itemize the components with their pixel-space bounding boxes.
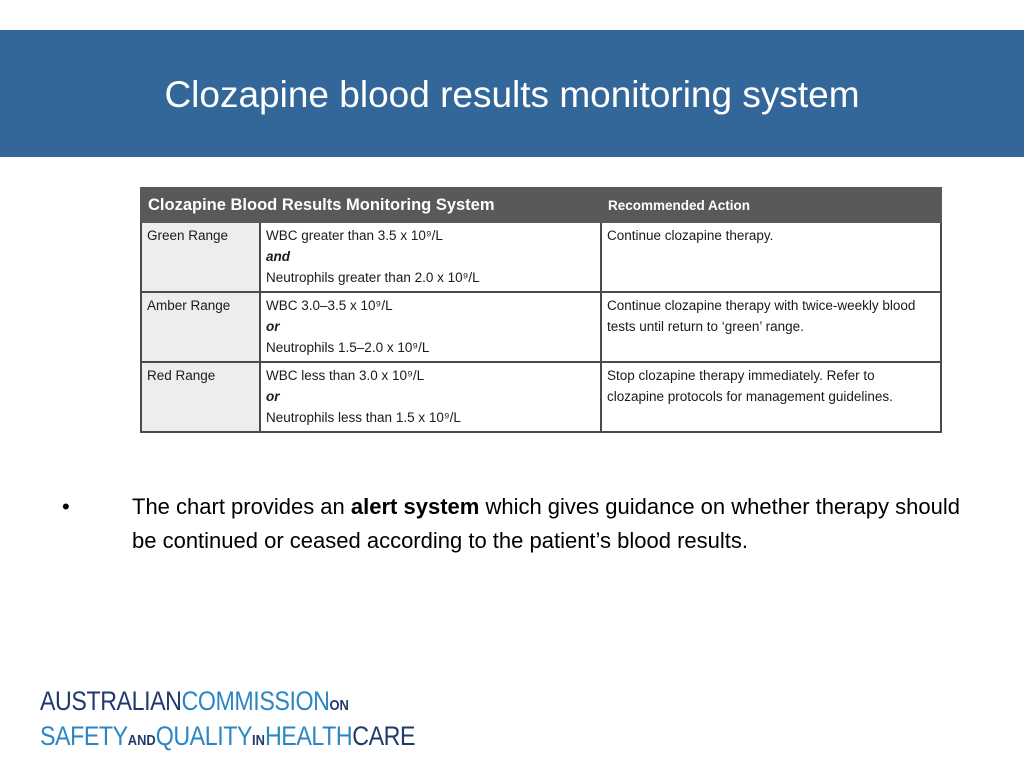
table-row-green bbox=[141, 222, 941, 292]
bullet-text-after: which gives guidance on whether therapy should be continued or ceased according to the patient’s blood results. bbox=[132, 494, 960, 553]
table-header-system: Clozapine Blood Results Monitoring System bbox=[141, 188, 601, 222]
range-name: Red Range bbox=[141, 362, 260, 432]
criteria-joiner: or bbox=[266, 319, 280, 334]
bullet-text-before: The chart provides an bbox=[132, 494, 351, 519]
logo-word: ON bbox=[329, 697, 349, 714]
recommended-action: Stop clozapine therapy immediately. Refer to clozapine protocols for management guidelines. bbox=[601, 362, 941, 432]
table-header-row bbox=[141, 188, 941, 222]
logo-word: HEALTH bbox=[264, 721, 353, 751]
logo-word: AND bbox=[127, 732, 156, 749]
range-criteria bbox=[260, 222, 601, 292]
criteria-joiner: or bbox=[266, 389, 280, 404]
logo-word: CARE bbox=[352, 721, 416, 751]
bullet-text-bold: alert system bbox=[350, 494, 480, 519]
table-header-action: Recommended Action bbox=[601, 188, 941, 222]
logo-line-1 bbox=[40, 686, 415, 721]
table-row-amber bbox=[141, 292, 941, 362]
logo-word: SAFETY bbox=[40, 721, 128, 751]
logo-word: AUSTRALIAN bbox=[40, 686, 182, 716]
slide-title: Clozapine blood results monitoring system bbox=[164, 74, 860, 115]
commission-logo bbox=[40, 686, 415, 756]
criteria-wbc: WBC less than 3.0 x 10⁹/L bbox=[266, 368, 425, 383]
criteria-neutrophils: Neutrophils less than 1.5 x 10⁹/L bbox=[266, 410, 461, 425]
criteria-neutrophils: Neutrophils greater than 2.0 x 10⁹/L bbox=[266, 270, 480, 285]
range-name: Amber Range bbox=[141, 292, 260, 362]
logo-word: QUALITY bbox=[155, 721, 253, 751]
recommended-action: Continue clozapine therapy. bbox=[601, 222, 941, 292]
bullet-marker: • bbox=[62, 494, 70, 519]
logo-word: IN bbox=[252, 732, 265, 749]
table-row-red bbox=[141, 362, 941, 432]
criteria-neutrophils: Neutrophils 1.5–2.0 x 10⁹/L bbox=[266, 340, 430, 355]
range-criteria bbox=[260, 362, 601, 432]
recommended-action: Continue clozapine therapy with twice-weekly blood tests until return to ‘green’ range. bbox=[601, 292, 941, 362]
criteria-wbc: WBC 3.0–3.5 x 10⁹/L bbox=[266, 298, 393, 313]
bullet-text bbox=[132, 490, 962, 558]
logo-line-2 bbox=[40, 721, 415, 756]
logo-word: COMMISSION bbox=[181, 686, 330, 716]
criteria-joiner: and bbox=[266, 249, 291, 264]
range-name: Green Range bbox=[141, 222, 260, 292]
criteria-wbc: WBC greater than 3.5 x 10⁹/L bbox=[266, 228, 443, 243]
range-criteria bbox=[260, 292, 601, 362]
monitoring-table bbox=[140, 187, 942, 433]
